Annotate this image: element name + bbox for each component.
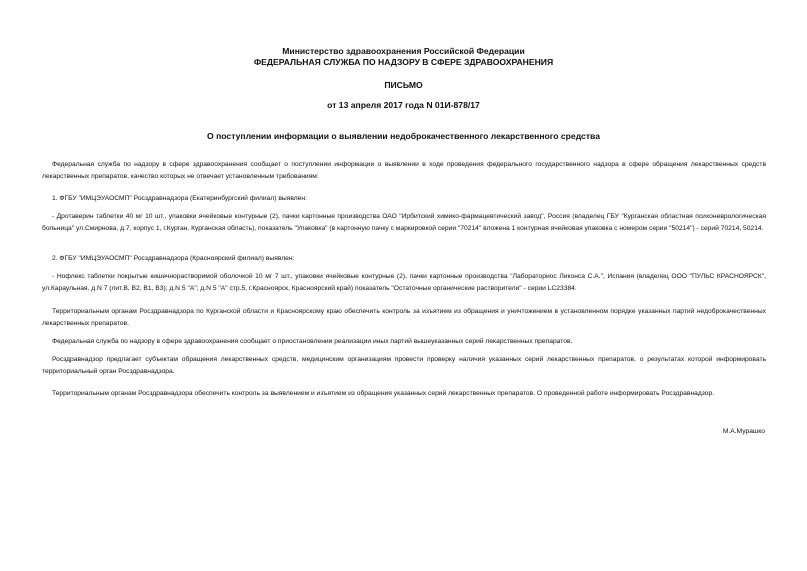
- doc-type: ПИСЬМО: [384, 80, 423, 90]
- signature: М.А.Мурашко: [722, 428, 765, 435]
- suspension-paragraph: Федеральная служба по надзору в сфере здравоохранения сообщает о приостановлении реализации иных партий вышеуказанных серий лекарственных препаратов.: [52, 338, 573, 345]
- proposal-paragraph: Росздравнадзор предлагает субъектам обращения лекарственных средств, медицинским организациям провести проверку наличия указанных серий лекарственных препаратов, о результатах которой информировать территориальный орган Росздравнадзора.: [42, 356, 766, 375]
- control-paragraph: Территориальным органам Росздравнадзора обеспечить контроль за выявлением и изъятием из обращения указанных серий лекарственных препаратов. О проведенной работе информировать Росздравнадзор.: [52, 390, 715, 397]
- ministry-title: Министерство здравоохранения Российской Федерации: [282, 46, 525, 56]
- item1-title: 1. ФГБУ "ИМЦЭУАОСМП" Росздравнадзора (Екатеринбургский филиал) выявлен:: [52, 195, 307, 202]
- item1-text: - Дротаверин таблетки 40 мг 10 шт., упаковки ячейковые контурные (2), пачки картонные производства ОАО "Ирбитский химико-фармацевтический завод", Россия (владелец ГБУ "Курганская областная психоневрологическая больница" ул.Смирнова, д.7, корпус 1, г.Курган, Курганская область), показатель "Упаковка" (в картонную пачку с маркировкой серии "70214" вложена 1 контурная ячейковая упаковка с номером серии "50214") - серий 70214, 50214.: [42, 213, 766, 232]
- intro-paragraph: Федеральная служба по надзору в сфере здравоохранения сообщает о поступлении информации о выявлении в ходе проведения федерального государственного надзора в сфере обращения лекарственных средств лекарственных препаратов, качество которых не отвечает установленным требованиям:: [42, 161, 766, 180]
- service-title: ФЕДЕРАЛЬНАЯ СЛУЖБА ПО НАДЗОРУ В СФЕРЕ ЗДРАВООХРАНЕНИЯ: [253, 57, 554, 67]
- territorial-paragraph: Территориальным органам Росздравнадзора по Курганской области и Красноярскому краю обеспечить контроль за изъятием из обращения и уничтожением в установленном порядке указанных партий недоброкачественных лекарственных препаратов.: [42, 308, 766, 327]
- date-number: от 13 апреля 2017 года N 01И-878/17: [327, 100, 480, 110]
- subject-title: О поступлении информации о выявлении недоброкачественного лекарственного средства: [207, 131, 600, 141]
- item2-title: 2. ФГБУ "ИМЦЭУАОСМП" Росздравнадзора (Красноярский филиал) выявлен:: [52, 255, 295, 262]
- item2-text: - Нофлекс таблетки покрытые кишечнорастворимой оболочкой 10 мг 7 шт., упаковки ячейковые контурные (2), пачки картонные производства "Лабораториос Ликонса С.А.", Испания (владелец ООО "ПУЛЬС КРАСНОЯРСК", ул.Караульная, д.N 7 (лит.В, В2, В1, В3); д.N 5 "А"; д.N 5 "А" стр.5, г.Красноярск, Красноярский край) показатель "Остаточные органические растворители" - серии LC23384.: [42, 273, 766, 292]
